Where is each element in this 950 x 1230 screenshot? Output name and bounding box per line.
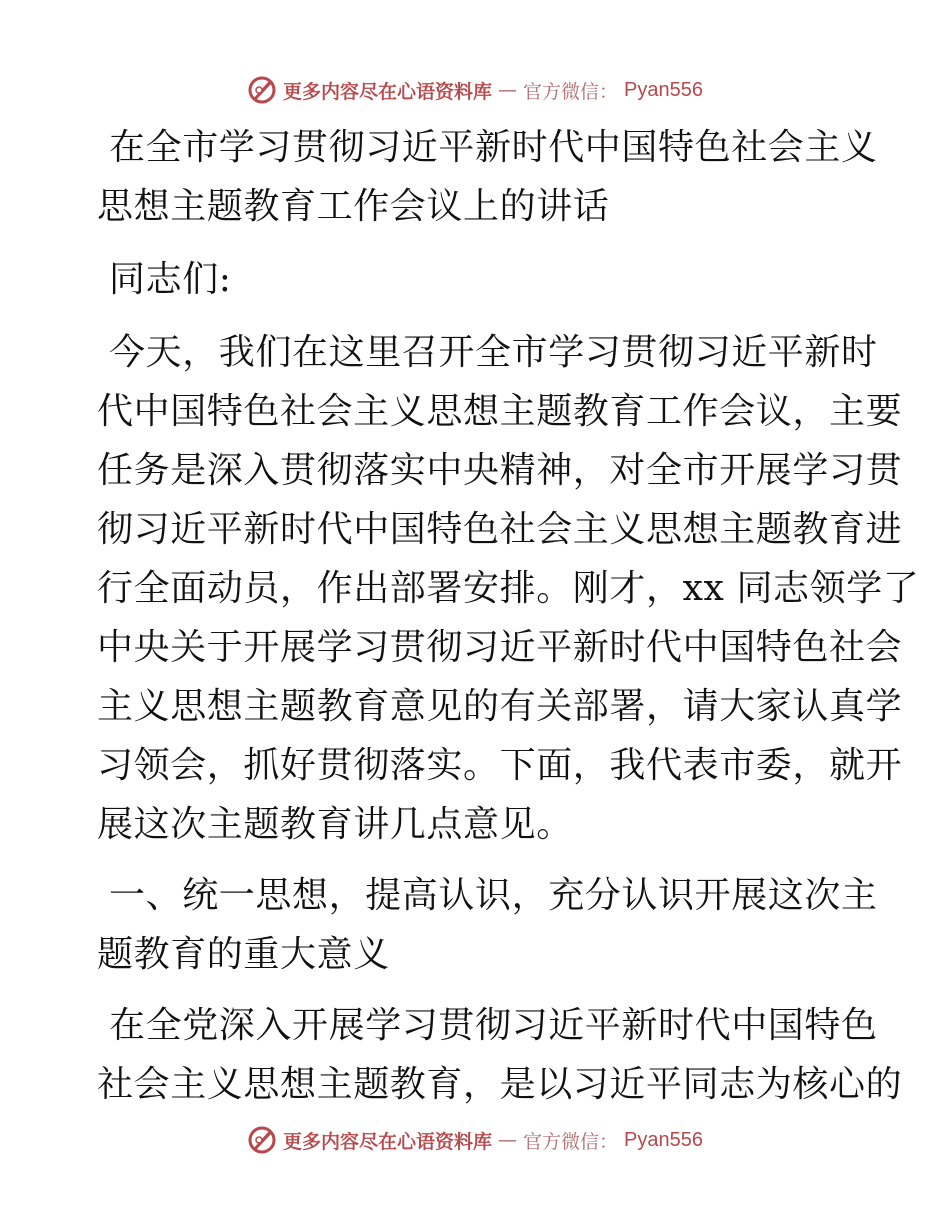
paragraph-line: 社会主义思想主题教育，是以习近平同志为核心的	[97, 1064, 903, 1105]
paragraph-line: 任务是深入贯彻落实中央精神，对全市开展学习贯	[97, 450, 903, 491]
greeting	[97, 250, 857, 309]
watermark-main-text: 更多内容尽在心语资料库	[283, 80, 493, 103]
paragraph-line: 展这次主题教育讲几点意见。	[97, 804, 573, 845]
paragraph-line: 彻习近平新时代中国特色社会主义思想主题教育进	[97, 509, 903, 550]
paragraph-line: 在全党深入开展学习贯彻习近平新时代中国特色	[109, 1005, 878, 1046]
paragraph-section-1	[97, 996, 903, 1114]
section-heading-1	[97, 866, 878, 984]
watermark-dash: —	[498, 1129, 518, 1151]
watermark-main-text: 更多内容尽在心语资料库	[283, 1130, 493, 1153]
paragraph-line: 行全面动员，作出部署安排。刚才，xx 同志领学了	[97, 568, 920, 609]
heading-line: 题教育的重大意义	[97, 934, 390, 975]
watermark-wechat-label: 官方微信：	[523, 80, 619, 103]
watermark-dash: —	[498, 79, 518, 101]
quill-circle-logo-icon	[247, 1125, 277, 1155]
title-line: 思想主题教育工作会议上的讲话	[97, 186, 610, 227]
paragraph-line: 习领会，抓好贯彻落实。下面，我代表市委，就开	[97, 745, 903, 786]
document-body	[97, 118, 920, 1114]
paragraph-line: 今天，我们在这里召开全市学习贯彻习近平新时	[109, 332, 878, 373]
document-title	[97, 118, 878, 236]
paragraph-line: 代中国特色社会主义思想主题教育工作会议，主要	[97, 391, 903, 432]
paragraph-intro	[97, 323, 920, 854]
paragraph-line: 中央关于开展学习贯彻习近平新时代中国特色社会	[97, 627, 903, 668]
watermark-wechat-id: Pyan556	[624, 78, 703, 101]
footer-watermark	[0, 1120, 950, 1160]
quill-circle-logo-icon	[247, 75, 277, 105]
paragraph-line: 主义思想主题教育意见的有关部署，请大家认真学	[97, 686, 903, 727]
watermark-wechat-label: 官方微信：	[523, 1130, 619, 1153]
header-watermark	[0, 70, 950, 110]
heading-line: 一、统一思想，提高认识，充分认识开展这次主	[109, 875, 878, 916]
title-line: 在全市学习贯彻习近平新时代中国特色社会主义	[109, 127, 878, 168]
watermark-wechat-id: Pyan556	[624, 1128, 703, 1151]
greeting-text: 同志们:	[109, 259, 232, 300]
